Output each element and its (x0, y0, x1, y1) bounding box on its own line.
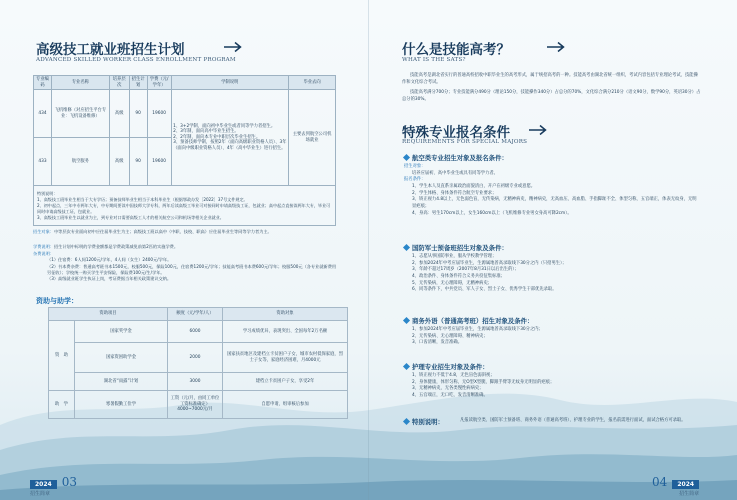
list-item: 2、学生体格、身体条件符合航空专业要求； (412, 190, 497, 196)
table-cell: 飞机维修（对应招生平台专业：飞机设备维修） (51, 90, 109, 138)
military-body (412, 254, 702, 294)
th-schooling: 学制说明 (171, 76, 289, 90)
misc-line: （2）书本费杂费：普通高考班书本1500元，校服500元，保险100元，住宿费1200元/学年；技能高考班书本费600元/学年；校服500元（各专业就新费用另征收）；学校统一购买学生平安保险，保险费100元/生/学年。 (47, 263, 337, 275)
aviation-text-1: 培养应届初、高中毕业生或具有同等学力者。 (412, 170, 498, 176)
misc-line: （3）高级就业班学生执证上岗，考证费据当年相关政策建议交纳。 (47, 276, 172, 282)
aid-group-label: 助 学 (49, 391, 75, 419)
aviation-heading: 航空类专业招生对象及报名条件： (404, 153, 508, 162)
table-cell: 90 (129, 90, 147, 138)
sats-score: 技能高考满分700分；专业技能满分490分（理论150分，技能操作340分）占总分的70%，文化综合满分210分（语文90分，数学90分，英语30分）占总分的30%。 (402, 90, 701, 102)
th-level: 培养层次 (109, 76, 129, 90)
th-aid-target: 资助对象 (223, 308, 348, 321)
page-fold (368, 0, 369, 500)
th-aid-item: 资助项目 (49, 308, 168, 321)
aviation-label-1: 招生对象： (404, 164, 426, 169)
list-item: 6、同等条件下，中共党员、军人子女、烈士子女、优秀学生干部优先录取。 (412, 287, 557, 293)
table-cell: 湖北省“雨露”计划 (75, 373, 168, 391)
th-name: 专业名称 (51, 76, 109, 90)
recruit-label: 招生对象： (33, 229, 54, 234)
table-cell: 高级 (109, 90, 129, 138)
table-cell: 433 (34, 138, 52, 186)
left-subtitle: ADVANCED SKILLED WORKER CLASS ENROLLMENT PROGRAM (36, 57, 236, 63)
diamond-bullet-icon (403, 244, 410, 251)
aviation-body (404, 164, 699, 217)
th-destination: 毕业去向 (289, 76, 336, 90)
right-footer (652, 471, 699, 497)
list-item: 3、年龄不超过17周岁（2007年8月31日以后出生的）； (412, 267, 519, 273)
list-item: 1、矫正视力不低于4.8，无色盲色弱斜视； (412, 373, 495, 378)
table-cell: 寒暑假勤工俭学 (75, 391, 168, 419)
th-aid-amount: 额度（元/学年/人） (168, 308, 223, 321)
table-cell: 高级 (109, 138, 129, 186)
enrollment-table (33, 75, 336, 226)
schooling-cell: 1、3+2学制，面向初中毕业生或者同等学力者招生。 2、3年制，面向高中毕业生招生。 2、2年制，面向本专业中职层次毕业生招生。 3、预备技师学制，按照2年（面向高级职业资格人员）、3年（面向中级职业资格人员）、4年（高中毕业生）进行招生。 (171, 90, 289, 186)
year-badge: 2024 (672, 480, 699, 489)
list-item: 3、无精神病史，无各类慢性病病史； (412, 386, 484, 392)
special-note-text: 凡报读航空类、国防军士预备班、商务外语（普通高考班）、护理专业的学生，报名前需进行面试，面试合格方可录取。 (460, 418, 686, 423)
right-title-1: 什么是技能高考？ (402, 42, 510, 58)
list-item: 4、身高：男生170cm以上，女生160cm以上（飞机维修专业男女身高可降2cm）。 (412, 210, 572, 216)
table-cell: 19600 (147, 138, 171, 186)
right-subtitle-2: REQUIREMENTS FOR SPECIAL MAJORS (402, 139, 528, 145)
diamond-bullet-icon (403, 363, 410, 370)
special-note-heading: 特别说明： (404, 417, 444, 426)
diamond-bullet-icon (403, 418, 410, 425)
right-title-2: 特殊专业报名条件 (402, 125, 510, 141)
arrow-right-icon (223, 41, 243, 53)
aid-group-label: 资 助 (49, 321, 75, 391)
diamond-bullet-icon (403, 154, 410, 161)
arrow-right-icon (528, 124, 548, 136)
table-cell: 工资（元/月，由同工单位工资标准确定）4000~7000元/月 (168, 391, 223, 419)
table-cell: 90 (129, 138, 147, 186)
footer-subtitle: 招生简章 (30, 491, 51, 497)
list-item: 2、身体健康，体形匀称，无O型X型腿，脚跟手臂等无纹身无明显的疤痕； (412, 379, 555, 385)
list-item: 4、政治条件、身体条件符合义务兵役征集标准； (412, 273, 505, 279)
misc-paragraph (33, 251, 338, 282)
footer-subtitle: 招生简章 (679, 491, 700, 497)
misc-line: （1）住宿费：6人间1200元/学年，4人间（女生）2400元/学年。 (47, 257, 172, 263)
list-item: 5、无传染病，无心理障碍，无精神病史； (412, 280, 493, 286)
table-cell: 434 (34, 90, 52, 138)
left-footer (30, 471, 77, 497)
left-title: 高级技工就业班招生计划 (36, 42, 185, 58)
aid-table (48, 307, 348, 419)
aid-title: 资助与助学： (36, 297, 78, 305)
table-cell: 3000 (168, 373, 223, 391)
list-item: 4、五官端正，无口吃，发音清晰准确。 (412, 392, 488, 398)
table-cell: 航空服务 (51, 138, 109, 186)
table-cell: 国家资困助学金 (75, 343, 168, 373)
arrow-right-icon (546, 41, 566, 53)
table-cell: 2000 (168, 343, 223, 373)
page-number: 03 (61, 475, 78, 489)
list-item: 1、参加2024年中考应届毕业生，生源属地普高录取线下30分之内； (412, 327, 543, 332)
table-cell: 19600 (147, 90, 171, 138)
list-item: 2、无传染病、无心理障碍、精神病史； (412, 333, 488, 339)
table-cell: 建档立卡贫困户子女，享受2年 (223, 373, 348, 391)
recruit-text: 中等层次专业面向初中应往届毕业生为主；高级技工班以高中（中职、技校、职高）应往届毕业生等同等学力者为主。 (53, 229, 272, 234)
th-plan: 招生计划 (129, 76, 147, 90)
page-number: 04 (652, 475, 668, 489)
destination-cell: 主要去到航空公司机场就业 (289, 90, 336, 186)
diamond-bullet-icon (403, 317, 410, 324)
list-item: 1、学生本人及直系亲属政治面貌清白，开户在初级专业或意愿。 (412, 183, 536, 189)
military-heading: 国防军士预备班招生对象及条件： (404, 243, 508, 252)
fee-text: 招生计划中标明的学费金额都是学费政策减免前第2匹的实施学费。 (53, 244, 179, 249)
sats-intro: 技能高考是湖北省实行的普通高校招收中职毕业生的高考形式，属于统招高考的一种。技能高考由湖北省统一组织，考试内容包括专业理论考试、技能操作和文化综合考试。 (402, 73, 698, 85)
foreign-language-heading: 商务外语（普通高考班）招生对象及条件： (404, 316, 533, 325)
th-code: 专业编码 (34, 76, 52, 90)
fee-paragraph (33, 244, 338, 250)
table-cell: 国家奖学金 (75, 321, 168, 343)
th-fee: 学费（元/学年） (147, 76, 171, 90)
list-item: 1、志愿从事国防事业，服从学校教学管理； (412, 254, 497, 259)
recruit-paragraph (33, 229, 338, 235)
list-item: 2、参加2024年中考应届毕业生，生源属地普高录取线下30分之内（只招男生）； (412, 260, 567, 266)
list-item: 3、矫正视力4.8以上，无色弱色盲，无传染病，无精神病史，精神病史，无高血压、高血脂、手指脚趾不全、体型匀称，五官端正，体表无纹身，无明显疤痕； (412, 197, 697, 209)
list-item: 3、口齿清晰，发音准确。 (412, 340, 462, 346)
foreign-language-body (412, 327, 702, 347)
misc-label: 杂费说明： (33, 251, 54, 256)
table-cell: 自愿申请，组审核后参加 (223, 391, 348, 419)
table-cell: 国家扶贫地区及建档立卡贫困户子女，城市农村低保家庭，烈士子女等，家庭经济困难，月4000元 (223, 343, 348, 373)
nursing-body (412, 373, 702, 400)
aviation-label-2: 报名条件： (404, 177, 426, 183)
fee-label: 学费说明： (33, 244, 54, 249)
right-subtitle-1: WHAT IS THE SATS? (402, 57, 466, 63)
table-cell: 学习成绩优异，表现突出、全国每年2万名额 (223, 321, 348, 343)
table-cell: 6000 (168, 321, 223, 343)
nursing-heading: 护理专业招生对象及条件： (404, 362, 489, 371)
table-notes: 特别说明： 1、高级技工班毕业生相当于大专学历；预备技师毕业生相当于本科毕业生（根据鄂政办发［2022］37号文件规定。 2、初中起点，三年中专两年大专，中专期间要读中国技师大学专科，两年后读高级工毕业可对接同时申请高级技工证，包就业；高中起点直接读两年大专，毕业可同时申请高级技工证，包就业。 3、高级技工班毕业生以就业为主，到专业对口需要高级工人才的相关航空公司和机场等相关企业就业。 (34, 186, 336, 226)
year-badge: 2024 (30, 480, 57, 489)
